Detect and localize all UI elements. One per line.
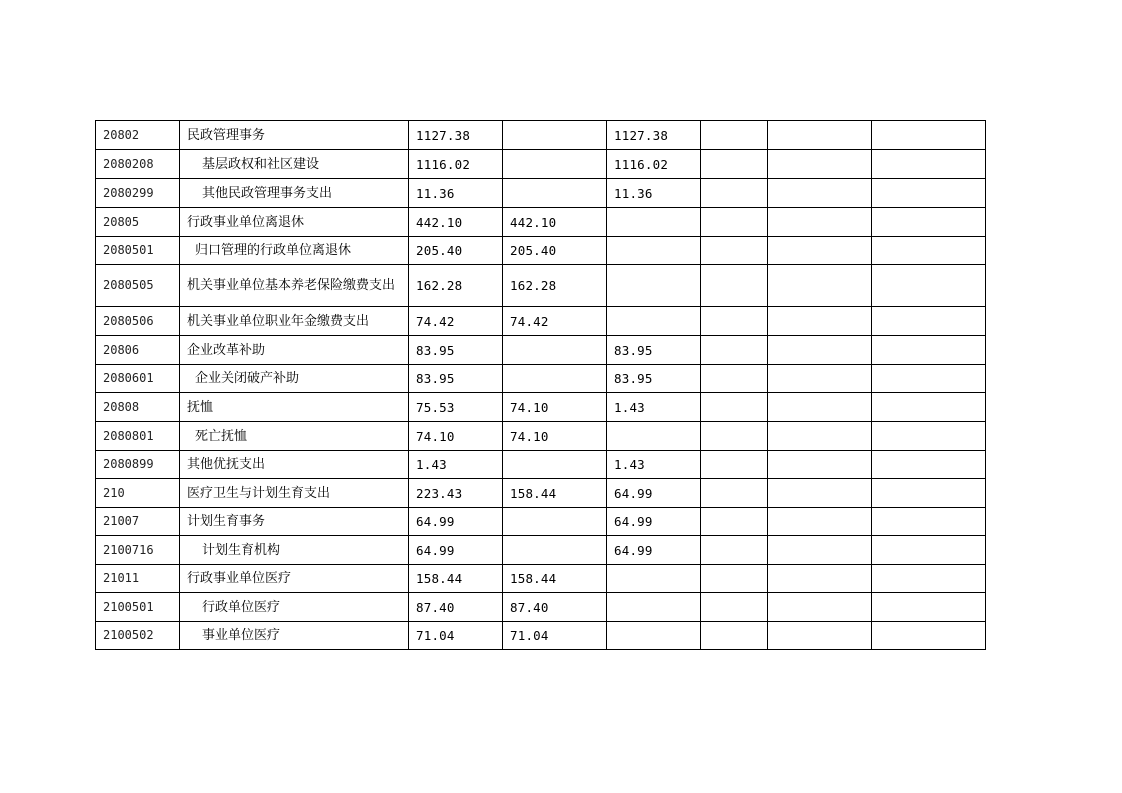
amount-total-cell: 223.43 [409,479,503,508]
subject-name-cell: 机关事业单位职业年金缴费支出 [180,307,409,336]
table-row [96,565,986,593]
subject-name-cell: 行政事业单位离退休 [180,208,409,237]
table-row [96,451,986,479]
subject-code-cell: 2080899 [96,451,180,479]
empty-cell-4 [701,307,768,336]
empty-cell-4 [701,179,768,208]
empty-cell-5 [768,307,872,336]
amount-project-cell: 1.43 [607,451,701,479]
amount-total-cell: 11.36 [409,179,503,208]
amount-basic-cell [503,179,607,208]
budget-table [95,120,986,650]
subject-name-cell: 计划生育事务 [180,508,409,536]
table-body [96,121,986,650]
subject-code-cell: 210 [96,479,180,508]
amount-total-cell: 442.10 [409,208,503,237]
amount-basic-cell: 74.42 [503,307,607,336]
empty-cell-6 [872,593,986,622]
subject-name-cell: 行政事业单位医疗 [180,565,409,593]
empty-cell-5 [768,451,872,479]
amount-total-cell: 162.28 [409,265,503,307]
subject-code-cell: 21011 [96,565,180,593]
empty-cell-5 [768,208,872,237]
subject-name-cell: 抚恤 [180,393,409,422]
subject-code-cell: 2080505 [96,265,180,307]
empty-cell-5 [768,150,872,179]
empty-cell-5 [768,593,872,622]
empty-cell-6 [872,422,986,451]
subject-name-cell: 其他优抚支出 [180,451,409,479]
subject-code-cell: 21007 [96,508,180,536]
amount-total-cell: 1.43 [409,451,503,479]
empty-cell-5 [768,365,872,393]
amount-total-cell: 64.99 [409,508,503,536]
table-row [96,208,986,237]
empty-cell-5 [768,536,872,565]
amount-total-cell: 71.04 [409,622,503,650]
empty-cell-4 [701,479,768,508]
amount-basic-cell: 74.10 [503,422,607,451]
table-row [96,508,986,536]
amount-project-cell: 64.99 [607,479,701,508]
empty-cell-5 [768,479,872,508]
subject-code-cell: 2080299 [96,179,180,208]
empty-cell-4 [701,208,768,237]
amount-total-cell: 205.40 [409,237,503,265]
amount-project-cell [607,237,701,265]
amount-basic-cell: 205.40 [503,237,607,265]
amount-basic-cell: 158.44 [503,565,607,593]
amount-project-cell: 1127.38 [607,121,701,150]
empty-cell-4 [701,451,768,479]
amount-basic-cell: 158.44 [503,479,607,508]
amount-basic-cell [503,150,607,179]
amount-project-cell [607,593,701,622]
empty-cell-5 [768,565,872,593]
amount-basic-cell: 442.10 [503,208,607,237]
table-row [96,393,986,422]
empty-cell-6 [872,208,986,237]
amount-project-cell [607,265,701,307]
empty-cell-5 [768,121,872,150]
empty-cell-4 [701,336,768,365]
amount-total-cell: 83.95 [409,365,503,393]
subject-code-cell: 20802 [96,121,180,150]
empty-cell-6 [872,508,986,536]
empty-cell-6 [872,150,986,179]
amount-basic-cell: 74.10 [503,393,607,422]
amount-total-cell: 87.40 [409,593,503,622]
amount-basic-cell: 87.40 [503,593,607,622]
empty-cell-6 [872,307,986,336]
amount-total-cell: 74.10 [409,422,503,451]
amount-basic-cell [503,121,607,150]
empty-cell-4 [701,536,768,565]
empty-cell-6 [872,336,986,365]
table-row [96,265,986,307]
empty-cell-5 [768,265,872,307]
amount-basic-cell: 71.04 [503,622,607,650]
table-row [96,179,986,208]
subject-name-cell: 事业单位医疗 [180,622,409,650]
amount-basic-cell [503,451,607,479]
subject-name-cell: 民政管理事务 [180,121,409,150]
amount-project-cell: 83.95 [607,365,701,393]
empty-cell-6 [872,479,986,508]
amount-project-cell: 83.95 [607,336,701,365]
empty-cell-5 [768,622,872,650]
amount-basic-cell [503,536,607,565]
table-row [96,365,986,393]
empty-cell-4 [701,508,768,536]
amount-basic-cell [503,508,607,536]
subject-name-cell: 基层政权和社区建设 [180,150,409,179]
table-row [96,536,986,565]
subject-code-cell: 20808 [96,393,180,422]
subject-code-cell: 2080801 [96,422,180,451]
amount-basic-cell [503,365,607,393]
empty-cell-5 [768,393,872,422]
amount-project-cell: 64.99 [607,508,701,536]
amount-project-cell [607,622,701,650]
empty-cell-6 [872,121,986,150]
amount-project-cell: 1116.02 [607,150,701,179]
empty-cell-4 [701,422,768,451]
empty-cell-6 [872,179,986,208]
empty-cell-6 [872,393,986,422]
amount-total-cell: 158.44 [409,565,503,593]
amount-total-cell: 75.53 [409,393,503,422]
subject-code-cell: 2080506 [96,307,180,336]
empty-cell-5 [768,179,872,208]
table-row [96,336,986,365]
amount-project-cell: 11.36 [607,179,701,208]
table-row [96,593,986,622]
empty-cell-4 [701,237,768,265]
empty-cell-5 [768,237,872,265]
table-row [96,121,986,150]
amount-project-cell [607,307,701,336]
amount-total-cell: 1127.38 [409,121,503,150]
empty-cell-6 [872,622,986,650]
table-row [96,150,986,179]
empty-cell-6 [872,536,986,565]
table-row [96,422,986,451]
subject-code-cell: 2100502 [96,622,180,650]
subject-code-cell: 2080501 [96,237,180,265]
empty-cell-5 [768,336,872,365]
subject-name-cell: 医疗卫生与计划生育支出 [180,479,409,508]
table-row [96,237,986,265]
empty-cell-4 [701,593,768,622]
subject-name-cell: 企业关闭破产补助 [180,365,409,393]
empty-cell-4 [701,150,768,179]
empty-cell-4 [701,365,768,393]
empty-cell-4 [701,622,768,650]
amount-total-cell: 83.95 [409,336,503,365]
amount-total-cell: 64.99 [409,536,503,565]
subject-name-cell: 企业改革补助 [180,336,409,365]
amount-total-cell: 74.42 [409,307,503,336]
subject-name-cell: 死亡抚恤 [180,422,409,451]
amount-total-cell: 1116.02 [409,150,503,179]
amount-basic-cell [503,336,607,365]
subject-name-cell: 机关事业单位基本养老保险缴费支出 [180,265,409,307]
subject-code-cell: 2080601 [96,365,180,393]
subject-name-cell: 归口管理的行政单位离退休 [180,237,409,265]
empty-cell-5 [768,422,872,451]
amount-project-cell: 64.99 [607,536,701,565]
table-row [96,307,986,336]
amount-project-cell [607,208,701,237]
amount-basic-cell: 162.28 [503,265,607,307]
subject-code-cell: 20806 [96,336,180,365]
amount-project-cell: 1.43 [607,393,701,422]
amount-project-cell [607,422,701,451]
empty-cell-5 [768,508,872,536]
empty-cell-4 [701,565,768,593]
subject-code-cell: 2100501 [96,593,180,622]
table-row [96,622,986,650]
table-row [96,479,986,508]
empty-cell-4 [701,393,768,422]
subject-name-cell: 其他民政管理事务支出 [180,179,409,208]
empty-cell-4 [701,265,768,307]
amount-project-cell [607,565,701,593]
empty-cell-4 [701,121,768,150]
subject-code-cell: 2100716 [96,536,180,565]
empty-cell-6 [872,237,986,265]
empty-cell-6 [872,265,986,307]
empty-cell-6 [872,565,986,593]
empty-cell-6 [872,365,986,393]
empty-cell-6 [872,451,986,479]
subject-code-cell: 20805 [96,208,180,237]
subject-name-cell: 计划生育机构 [180,536,409,565]
subject-name-cell: 行政单位医疗 [180,593,409,622]
subject-code-cell: 2080208 [96,150,180,179]
